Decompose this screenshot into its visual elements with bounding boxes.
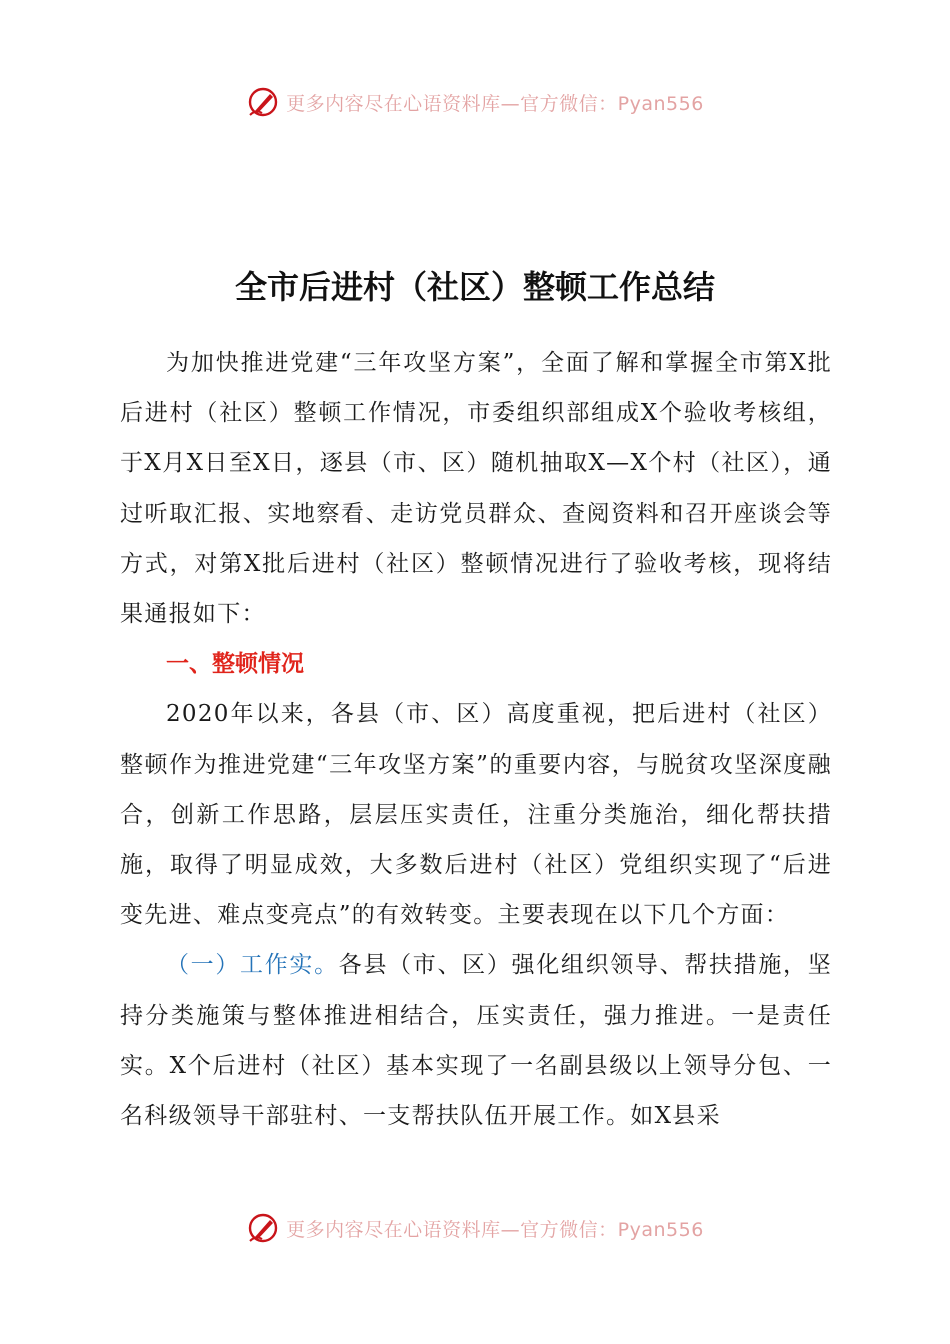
header-watermark xyxy=(0,82,950,122)
footer-watermark xyxy=(0,1208,950,1248)
document-title: 全市后进村（社区）整顿工作总结 xyxy=(234,268,715,306)
section1-paragraph: 2020年以来，各县（市、区）高度重视，把后进村（社区）整顿作为推进党建“三年攻坚方案”的重要内容，与脱贫攻坚深度融合，创新工作思路，层层压实责任，注重分类施治，细化帮扶措施，取得了明显成效，大多数后进村（社区）党组织实现了“后进变先进、难点变亮点”的有效转变。主要表现在以下几个方面： xyxy=(120,701,832,929)
document-body xyxy=(120,338,832,1141)
subsection-paragraph-1 xyxy=(120,940,832,1141)
section-heading-1: 一、整顿情况 xyxy=(166,651,304,678)
pen-logo-icon xyxy=(246,1211,280,1245)
watermark-text: 更多内容尽在心语资料库—官方微信：Pyan556 xyxy=(286,1218,704,1241)
subsection-body-1: 各县（市、区）强化组织领导、帮扶措施，坚持分类施策与整体推进相结合，压实责任，强力推进。一是责任实。X个后进村（社区）基本实现了一名副县级以上领导分包、一名科级领导干部驻村、一支帮扶队伍开展工作。如X县采 xyxy=(120,952,832,1130)
pen-logo-icon xyxy=(246,85,280,119)
watermark-text: 更多内容尽在心语资料库—官方微信：Pyan556 xyxy=(286,92,704,115)
subsection-heading-1: （一）工作实。 xyxy=(166,952,339,979)
intro-paragraph: 为加快推进党建“三年攻坚方案”，全面了解和掌握全市第X批后进村（社区）整顿工作情况，市委组织部组成X个验收考核组，于X月X日至X日，逐县（市、区）随机抽取X—X个村（社区），通过听取汇报、实地察看、走访党员群众、查阅资料和召开座谈会等方式，对第X批后进村（社区）整顿情况进行了验收考核，现将结果通报如下： xyxy=(120,350,832,628)
